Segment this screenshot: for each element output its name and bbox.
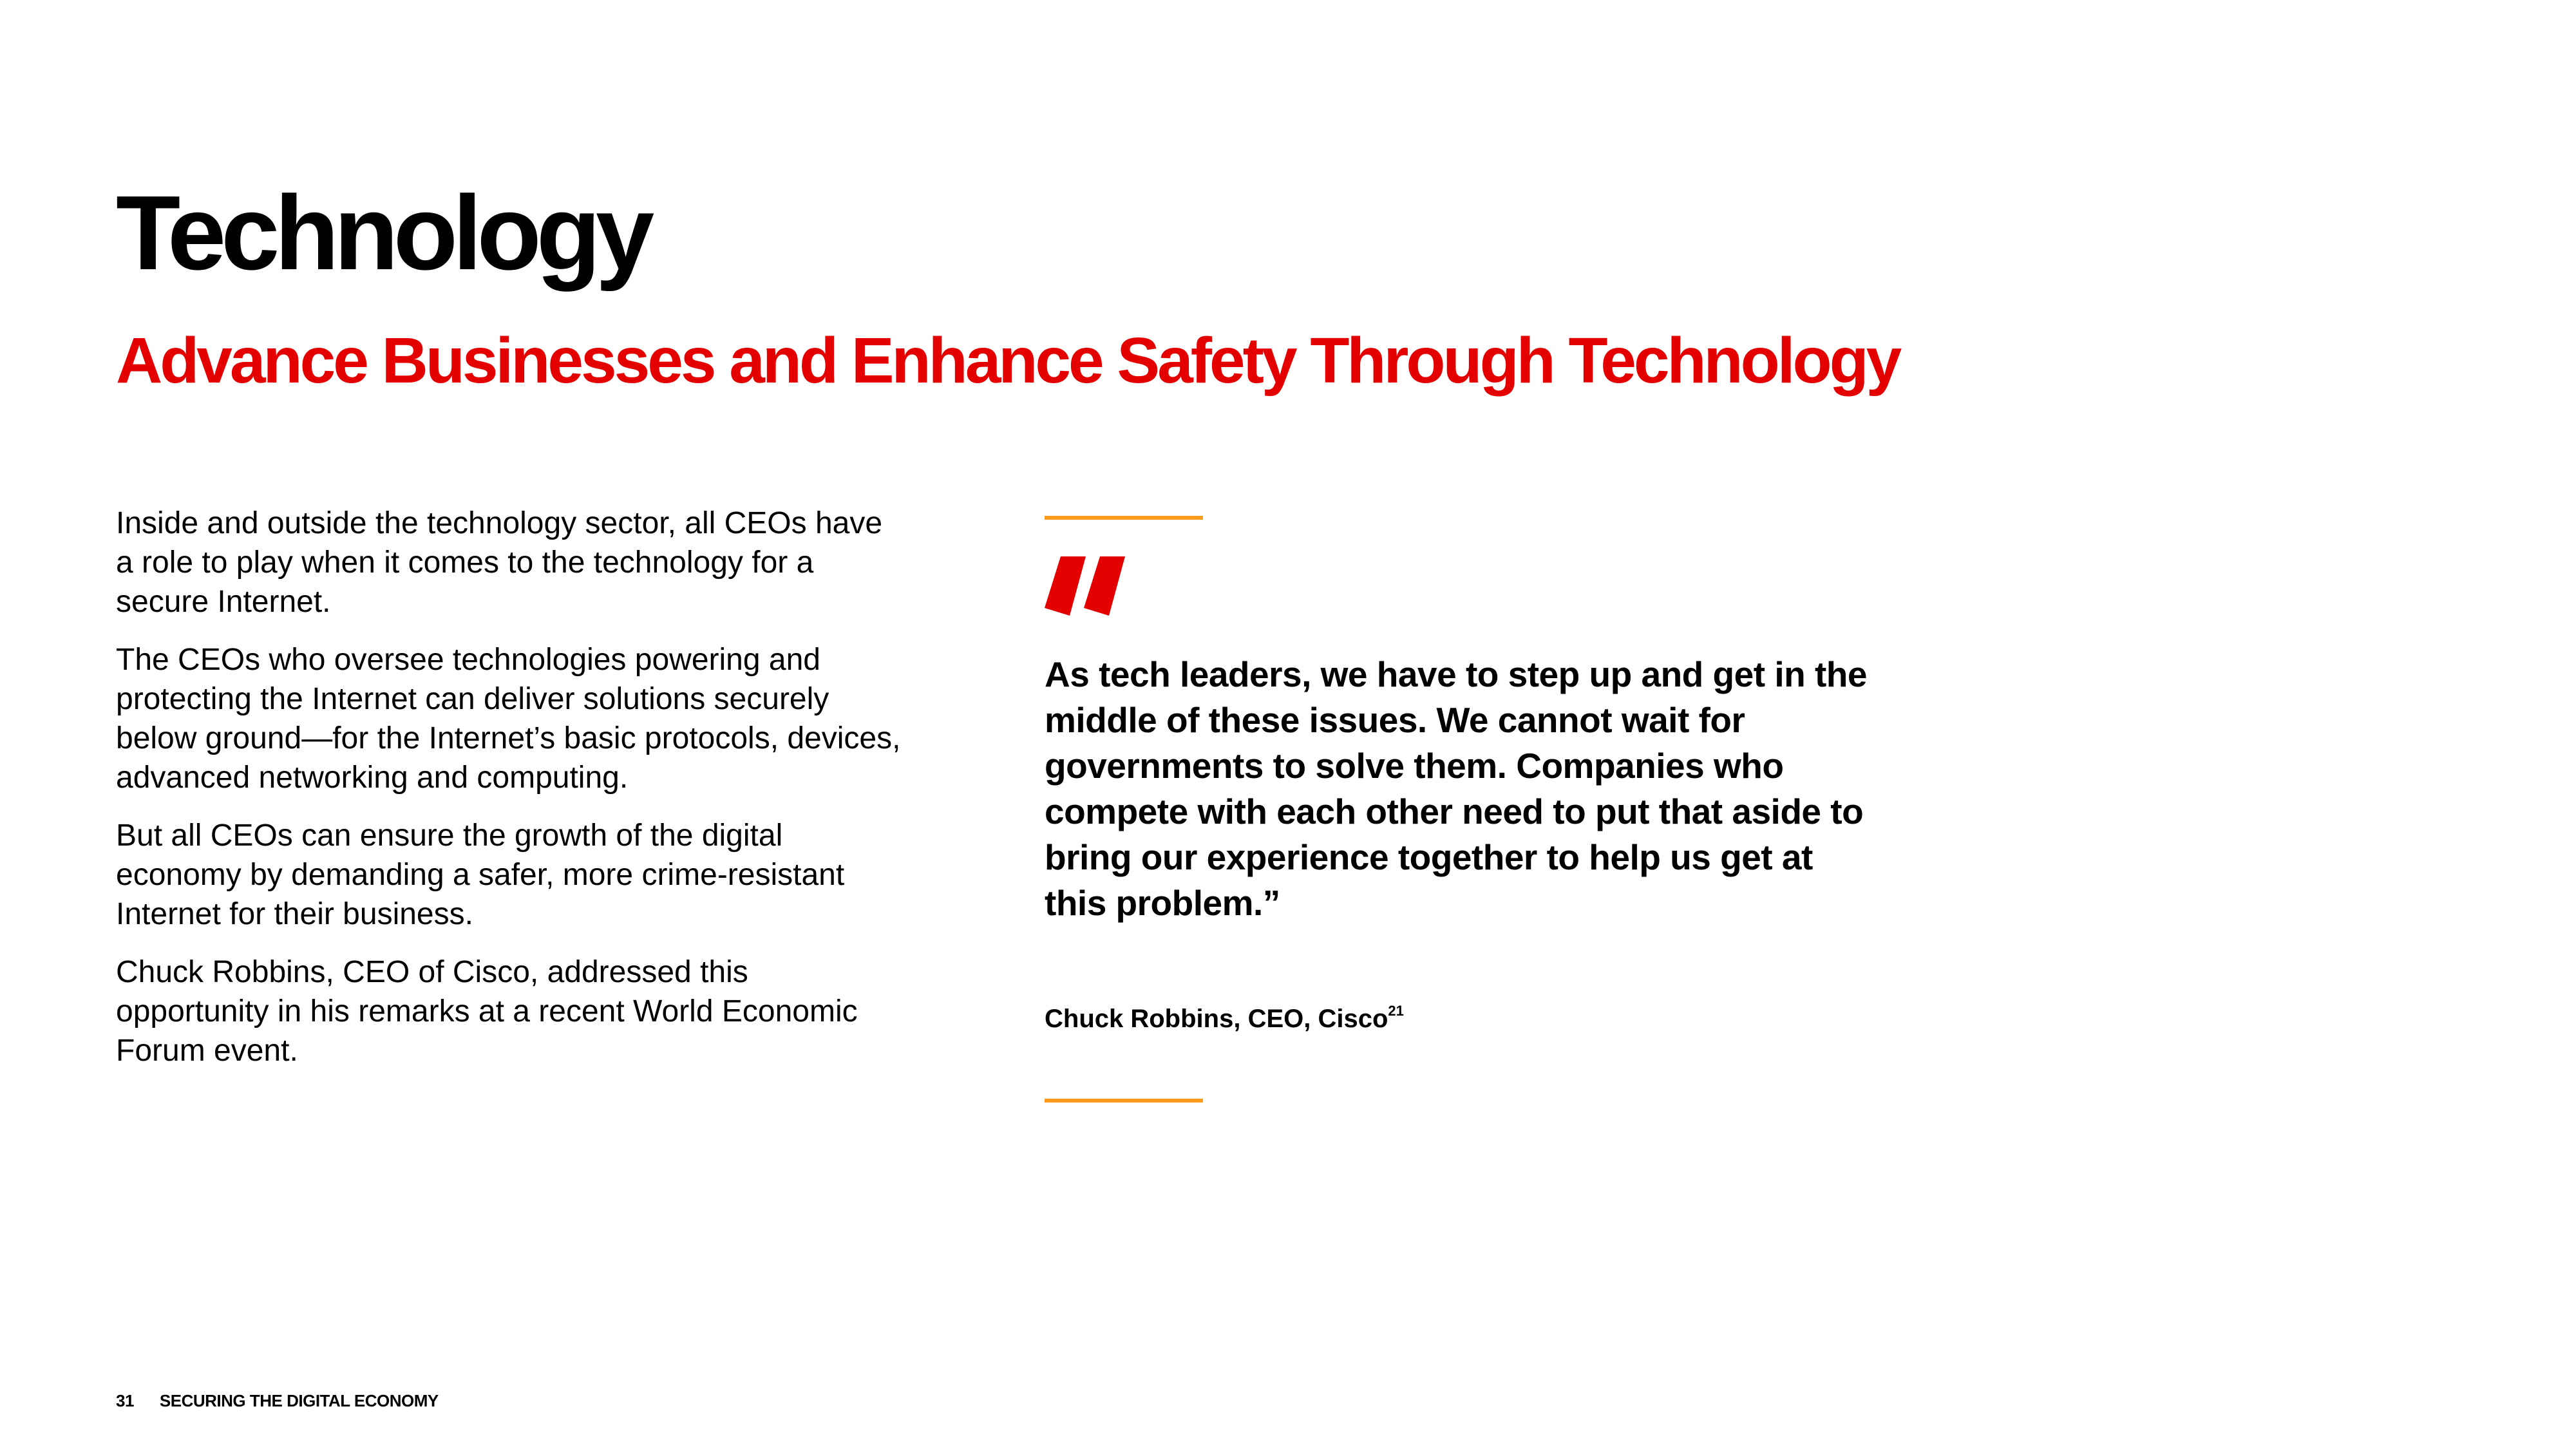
quote-top-rule bbox=[1045, 516, 1203, 520]
body-paragraph: Inside and outside the technology sector, all CEOs have a role to play when it comes to the technology for a secure Internet. bbox=[116, 506, 883, 619]
quote-attribution bbox=[1045, 1003, 1404, 1035]
quote-attribution-name: Chuck Robbins, CEO, Cisco bbox=[1045, 1005, 1388, 1033]
document-title: SECURING THE DIGITAL ECONOMY bbox=[159, 1391, 439, 1410]
body-text-column bbox=[116, 504, 908, 1089]
page-number: 31 bbox=[116, 1391, 134, 1410]
page-title: Technology bbox=[116, 174, 650, 292]
quotation-mark-icon bbox=[1045, 554, 1141, 618]
page-footer bbox=[116, 1391, 439, 1411]
body-paragraph: Chuck Robbins, CEO of Cisco, addressed this opportunity in his remarks at a recent World Economic Forum event. bbox=[116, 955, 858, 1068]
quote-bottom-rule bbox=[1045, 1099, 1203, 1103]
page-subtitle: Advance Businesses and Enhance Safety Through Technology bbox=[116, 325, 1900, 397]
quote-text: As tech leaders, we have to step up and get in the middle of these issues. We cannot wait for governments to solve them. Companies who compete with each other need to put that aside to bring our experience together to help us get at this problem.” bbox=[1045, 654, 1867, 923]
body-paragraph: The CEOs who oversee technologies powering and protecting the Internet can deliver solutions securely below ground—for the Internet’s basic protocols, devices, advanced networking and computing. bbox=[116, 643, 901, 795]
body-paragraph: But all CEOs can ensure the growth of the digital economy by demanding a safer, more crime-resistant Internet for their business. bbox=[116, 819, 845, 931]
footnote-marker: 21 bbox=[1388, 1003, 1404, 1019]
